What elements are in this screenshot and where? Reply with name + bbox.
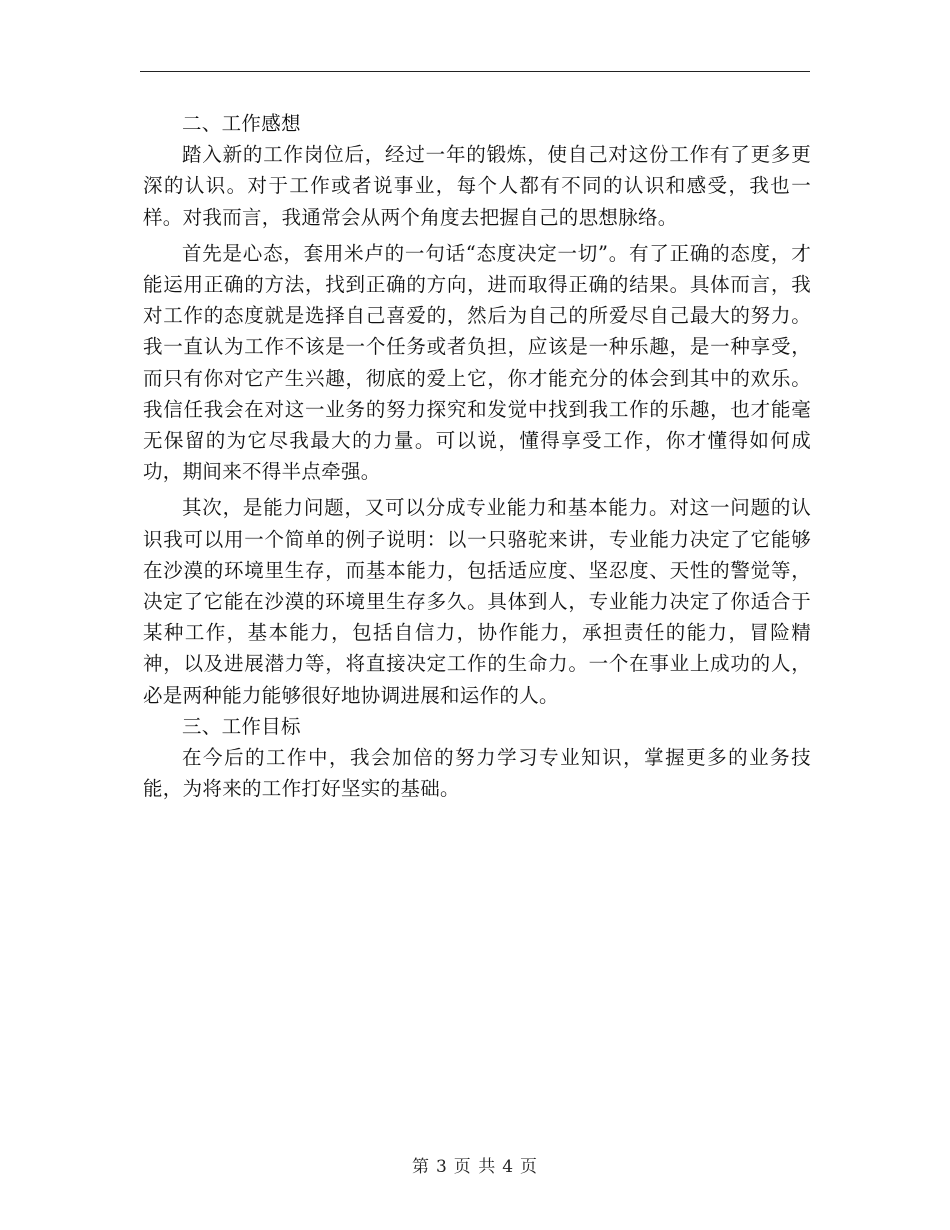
- footer-prefix: 第: [411, 1157, 430, 1177]
- section-heading-work-goals: 三、工作目标: [182, 714, 301, 738]
- paragraph-intro: 踏入新的工作岗位后，经过一年的锻炼，使自己对这份工作有了更多更深的认识。对于工作或者说事业，每个人都有不同的认识和感受，我也一样。对我而言，我通常会从两个角度去把握自己的思想脉络。: [143, 143, 811, 229]
- paragraph-goals: 在今后的工作中，我会加倍的努力学习专业知识，掌握更多的业务技能，为将来的工作打好坚实的基础。: [143, 746, 811, 801]
- footer-suffix: 页: [520, 1157, 539, 1177]
- paragraph-ability: 其次，是能力问题，又可以分成专业能力和基本能力。对这一问题的认识我可以用一个简单的例子说明：以一只骆驼来讲，专业能力决定了它能够在沙漠的环境里生存，而基本能力，包括适应度、坚忍度、天性的警觉等，决定了它能在沙漠的环境里生存多久。具体到人，专业能力决定了你适合于某种工作，基本能力，包括自信力，协作能力，承担责任的能力，冒险精神，以及进展潜力等，将直接决定工作的生命力。一个在事业上成功的人，必是两种能力能够很好地协调进展和运作的人。: [143, 496, 811, 707]
- header-rule: [140, 71, 810, 72]
- page-footer: [0, 1156, 950, 1178]
- document-body: [143, 108, 811, 804]
- section-heading-work-thoughts: 二、工作感想: [182, 112, 301, 135]
- footer-page-number: 3: [435, 1157, 448, 1177]
- footer-middle: 页 共: [453, 1157, 497, 1177]
- footer-total-pages: 4: [502, 1157, 515, 1177]
- paragraph-attitude: 首先是心态，套用米卢的一句话“态度决定一切”。有了正确的态度，才能运用正确的方法，找到正确的方向，进而取得正确的结果。具体而言，我对工作的态度就是选择自己喜爱的，然后为自己的所爱尽自己最大的努力。我一直认为工作不该是一个任务或者负担，应该是一种乐趣，是一种享受，而只有你对它产生兴趣，彻底的爱上它，你才能充分的体会到其中的欢乐。我信任我会在对这一业务的努力探究和发觉中找到我工作的乐趣，也才能毫无保留的为它尽我最大的力量。可以说，懂得享受工作，你才懂得如何成功，期间来不得半点牵强。: [143, 241, 811, 484]
